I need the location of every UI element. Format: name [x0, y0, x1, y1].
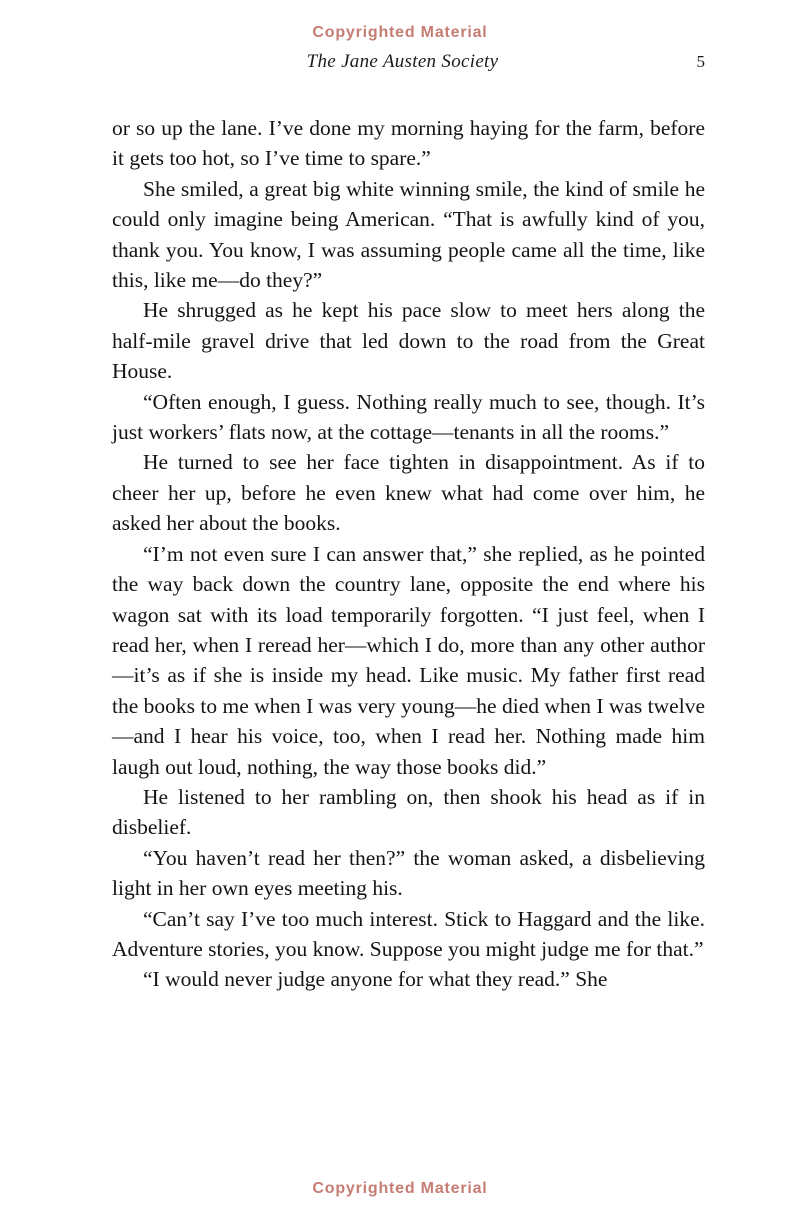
book-title: The Jane Austen Society [306, 51, 499, 72]
page-number: 5 [696, 52, 705, 71]
paragraph: He turned to see her face tighten in disappointment. As if to cheer her up, before he even knew what had come over him, he asked her about the books. [112, 450, 705, 536]
paragraph: “You haven’t read her then?” the woman asked, a disbelieving light in her own eyes meeting his. [112, 845, 705, 901]
running-header [100, 51, 705, 77]
paragraph: “Can’t say I’ve too much interest. Stick to Haggard and the like. Adventure stories, you know. Suppose you might judge me for that.” [112, 906, 705, 961]
paragraph: “I would never judge anyone for what they read.” She [143, 967, 608, 992]
paragraph: He shrugged as he kept his pace slow to meet hers along the half-mile gravel drive that led down to the road from the Great House. [112, 298, 705, 384]
copyright-notice-bottom: Copyrighted Material [312, 1180, 488, 1197]
paragraph: He listened to her rambling on, then shook his head as if in disbelief. [112, 784, 705, 840]
paragraph: or so up the lane. I’ve done my morning haying for the farm, before it gets too hot, so I’ve time to spare.” [112, 116, 705, 171]
paragraph: “Often enough, I guess. Nothing really much to see, though. It’s just workers’ flats now, at the cottage—tenants in all the rooms.” [112, 389, 705, 445]
copyright-notice-top: Copyrighted Material [312, 24, 488, 41]
paragraph: She smiled, a great big white winning smile, the kind of smile he could only imagine being American. “That is awfully kind of you, thank you. You know, I was assuming people came all the time, like this, like me—do they?” [112, 176, 705, 293]
paragraph: “I’m not even sure I can answer that,” she replied, as he pointed the way back down the country lane, opposite the end where his wagon sat with its load temporarily forgotten. “I just feel, when I read her, when I reread her—which I do, more than any other author—it’s as if she is inside my head. Like music. My father first read the books to me when I was very young—he died when I was twelve—and I hear his voice, too, when I read her. Nothing made him laugh out loud, nothing, the way those books did.” [112, 541, 705, 779]
body-text [112, 113, 705, 995]
